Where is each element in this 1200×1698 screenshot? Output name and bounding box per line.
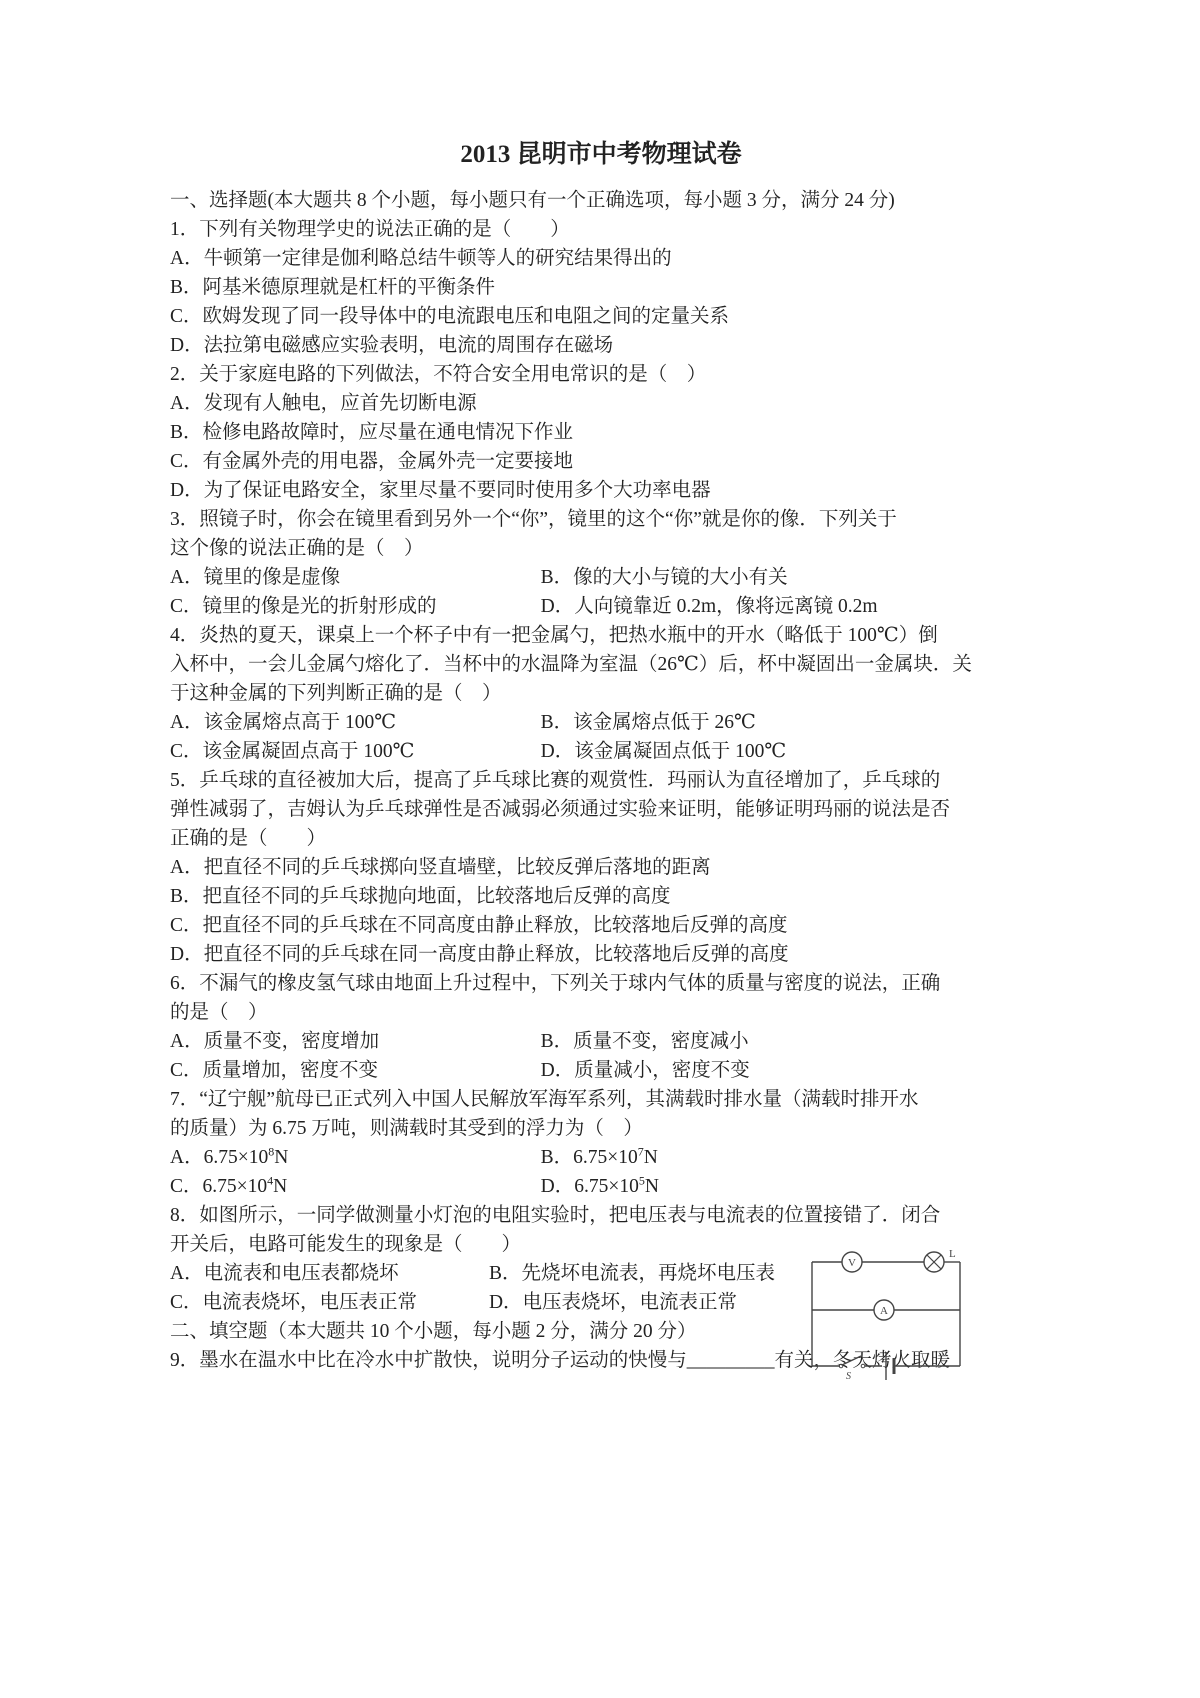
q7-stem-line1: 7．“辽宁舰”航母已正式列入中国人民解放军海军系列，其满载时排水量（满载时排开水 [170,1089,919,1110]
q8-option-c: C．电流表烧坏，电压表正常 [170,1292,418,1313]
q9-text: 9．墨水在温水中比在冷水中扩散快，说明分子运动的快慢与_________有关，冬天烤火取暖 [170,1350,951,1371]
q2-option-a: A．发现有人触电，应首先切断电源 [170,393,477,414]
q6-stem-line2: 的是（ ） [170,1002,268,1023]
circuit-diagram [806,1248,968,1382]
q7-option-c-exponent: 4 [267,1173,274,1188]
q7-options-row-ab [170,1143,1032,1172]
switch-label: S [846,1371,851,1382]
q7-option-c [170,1172,541,1201]
q4-options-row-ab [170,708,1032,737]
q8-option-d: D．电压表烧坏，电流表正常 [488,1292,738,1313]
q7-option-b [541,1143,658,1172]
q1-option-b: B．阿基米德原理就是杠杆的平衡条件 [170,277,496,298]
q2-option-b: B．检修电路故障时，应尽量在通电情况下作业 [170,422,574,443]
q3-stem-line2: 这个像的说法正确的是（ ） [170,538,424,559]
voltmeter-label: V [848,1257,856,1269]
q7-option-b-unit: N [643,1147,658,1168]
q5-option-d: D．把直径不同的乒乓球在同一高度由静止释放，比较落地后反弹的高度 [170,944,789,965]
q1-option-a: A．牛顿第一定律是伽利略总结牛顿等人的研究结果得出的 [170,248,672,269]
q4-option-c: C．该金属凝固点高于 100℃ [170,741,415,762]
q3-options-row-cd [170,592,1032,621]
q6-option-c: C．质量增加，密度不变 [170,1060,379,1081]
q7-option-d-unit: N [644,1176,659,1197]
q1-stem: 1．下列有关物理学史的说法正确的是（ ） [170,219,570,240]
q7-option-b-base: B．6.75×10 [540,1147,638,1168]
q7-option-a-unit: N [274,1147,289,1168]
q6-options-row-cd [170,1056,1032,1085]
q5-option-a: A．把直径不同的乒乓球掷向竖直墙壁，比较反弹后落地的距离 [170,857,711,878]
q7-option-d-exponent: 5 [638,1173,645,1188]
q6-option-b: B．质量不变，密度减小 [540,1031,749,1052]
q5-stem-line1: 5．乒乓球的直径被加大后，提高了乒乓球比赛的观赏性．玛丽认为直径增加了，乒乓球的 [170,770,941,791]
q7-option-a [170,1143,541,1172]
q7-stem-line2: 的质量）为 6.75 万吨，则满载时其受到的浮力为（ ） [170,1118,643,1139]
q5-stem-line3: 正确的是（ ） [170,828,327,849]
q4-stem-line1: 4．炎热的夏天，课桌上一个杯子中有一把金属勺，把热水瓶中的开水（略低于 100℃）倒 [170,625,938,646]
q7-option-c-unit: N [273,1176,288,1197]
q6-option-a: A．质量不变，密度增加 [170,1031,380,1052]
ammeter-label: A [880,1305,888,1317]
q3-stem-line1: 3．照镜子时，你会在镜里看到另外一个“你”，镜里的这个“你”就是你的像．下列关于 [170,509,897,530]
q7-option-a-base: A．6.75×10 [170,1147,269,1168]
q3-option-b: B．像的大小与镜的大小有关 [540,567,788,588]
q4-stem-line3: 于这种金属的下列判断正确的是（ ） [170,683,502,704]
q7-option-b-exponent: 7 [637,1144,644,1159]
q3-option-c: C．镜里的像是光的折射形成的 [170,596,437,617]
q2-option-c: C．有金属外壳的用电器，金属外壳一定要接地 [170,451,574,472]
section-1-header: 一、选择题(本大题共 8 个小题，每小题只有一个正确选项，每小题 3 分，满分 24 分) [170,190,895,211]
q3-option-a: A．镜里的像是虚像 [170,567,341,588]
q6-stem-line1: 6．不漏气的橡皮氢气球由地面上升过程中，下列关于球内气体的质量与密度的说法，正确 [170,973,941,994]
q4-stem-line2: 入杯中，一会儿金属勺熔化了．当杯中的水温降为室温（26℃）后，杯中凝固出一金属块．关 [170,654,972,675]
q6-option-d: D．质量减小，密度不变 [540,1060,750,1081]
q1-option-c: C．欧姆发现了同一段导体中的电流跟电压和电阻之间的定量关系 [170,306,730,327]
q2-option-d: D．为了保证电路安全，家里尽量不要同时使用多个大功率电器 [170,480,711,501]
q8-option-b: B．先烧坏电流表，再烧坏电压表 [488,1263,775,1284]
q5-option-b: B．把直径不同的乒乓球抛向地面，比较落地后反弹的高度 [170,886,671,907]
q6-options-row-ab [170,1027,1032,1056]
q1-option-d: D．法拉第电磁感应实验表明，电流的周围存在磁场 [170,335,614,356]
q8-stem-line2: 开关后，电路可能发生的现象是（ ） [170,1234,522,1255]
q4-option-a: A．该金属熔点高于 100℃ [170,712,397,733]
q7-option-d [541,1172,659,1201]
q5-option-c: C．把直径不同的乒乓球在不同高度由静止释放，比较落地后反弹的高度 [170,915,788,936]
section-2-header: 二、填空题（本大题共 10 个小题，每小题 2 分，满分 20 分） [170,1321,697,1342]
q3-option-d: D．人向镜靠近 0.2m，像将远离镜 0.2m [540,596,878,617]
exam-content [170,140,1032,1375]
switch-contact-2 [861,1364,865,1368]
q7-option-a-exponent: 8 [268,1144,275,1159]
lamp-label: L [949,1248,956,1260]
q4-option-b: B．该金属熔点低于 26℃ [540,712,756,733]
q7-option-d-base: D．6.75×10 [540,1176,639,1197]
q8-stem-line1: 8．如图所示，一同学做测量小灯泡的电阻实验时，把电压表与电流表的位置接错了．闭合 [170,1205,941,1226]
q2-stem: 2．关于家庭电路的下列做法，不符合安全用电常识的是（ ） [170,364,707,385]
page-title: 2013 昆明市中考物理试卷 [460,141,742,168]
q4-options-row-cd [170,737,1032,766]
q7-option-c-base: C．6.75×10 [170,1176,268,1197]
q3-options-row-ab [170,563,1032,592]
q7-options-row-cd [170,1172,1032,1201]
q4-option-d: D．该金属凝固点低于 100℃ [540,741,787,762]
q5-stem-line2: 弹性减弱了，吉姆认为乒乓球弹性是否减弱必须通过实验来证明，能够证明玛丽的说法是否 [170,799,951,820]
switch-blade [842,1356,861,1365]
q8-option-a: A．电流表和电压表都烧坏 [170,1263,399,1284]
